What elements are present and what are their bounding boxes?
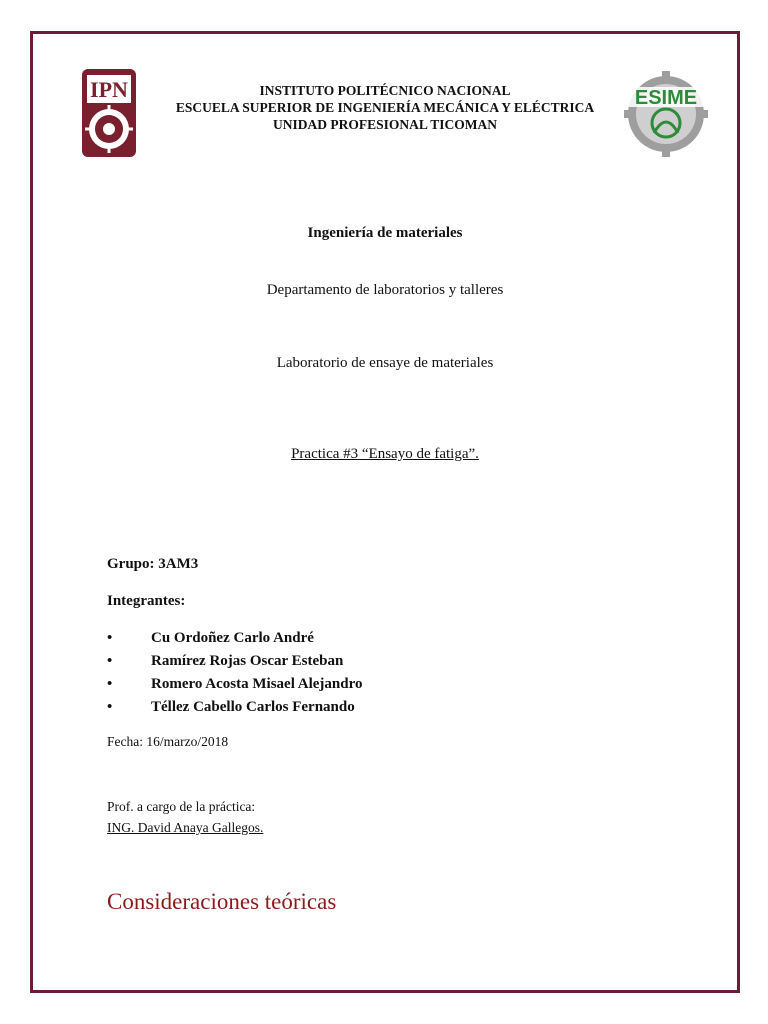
member-name: Cu Ordoñez Carlo André [151,630,314,646]
ipn-logo [78,67,140,161]
group-label: Grupo: 3AM3 [107,556,199,572]
unit-name: UNIDAD PROFESIONAL TICOMAN [272,117,498,132]
member-name: Téllez Cabello Carlos Fernando [151,699,355,715]
svg-text:ESIME: ESIME [634,87,698,109]
esime-logo [619,71,713,157]
practice-title: Practica #3 “Ensayo de fatiga”. [291,446,479,462]
svg-text:IPN: IPN [90,77,128,102]
department: Departamento de laboratorios y talleres [266,282,504,298]
professor-label: Prof. a cargo de la práctica: [107,799,256,814]
institute-name: INSTITUTO POLITÉCNICO NACIONAL [259,83,511,98]
bullet-icon: • [107,630,113,646]
section-heading: Consideraciones teóricas [107,889,337,914]
date: Fecha: 16/marzo/2018 [107,734,229,749]
course-title: Ingeniería de materiales [307,225,463,241]
page-border [30,31,740,993]
bullet-icon: • [107,653,113,669]
school-name: ESCUELA SUPERIOR DE INGENIERÍA MECÁNICA Y ELÉCTRICA [175,100,595,115]
bullet-icon: • [107,699,113,715]
bullet-icon: • [107,676,113,692]
professor-name: ING. David Anaya Gallegos. [107,820,264,835]
member-name: Ramírez Rojas Oscar Esteban [151,653,344,669]
members-label: Integrantes: [107,593,186,609]
member-name: Romero Acosta Misael Alejandro [151,676,363,692]
laboratory: Laboratorio de ensaye de materiales [276,355,494,371]
